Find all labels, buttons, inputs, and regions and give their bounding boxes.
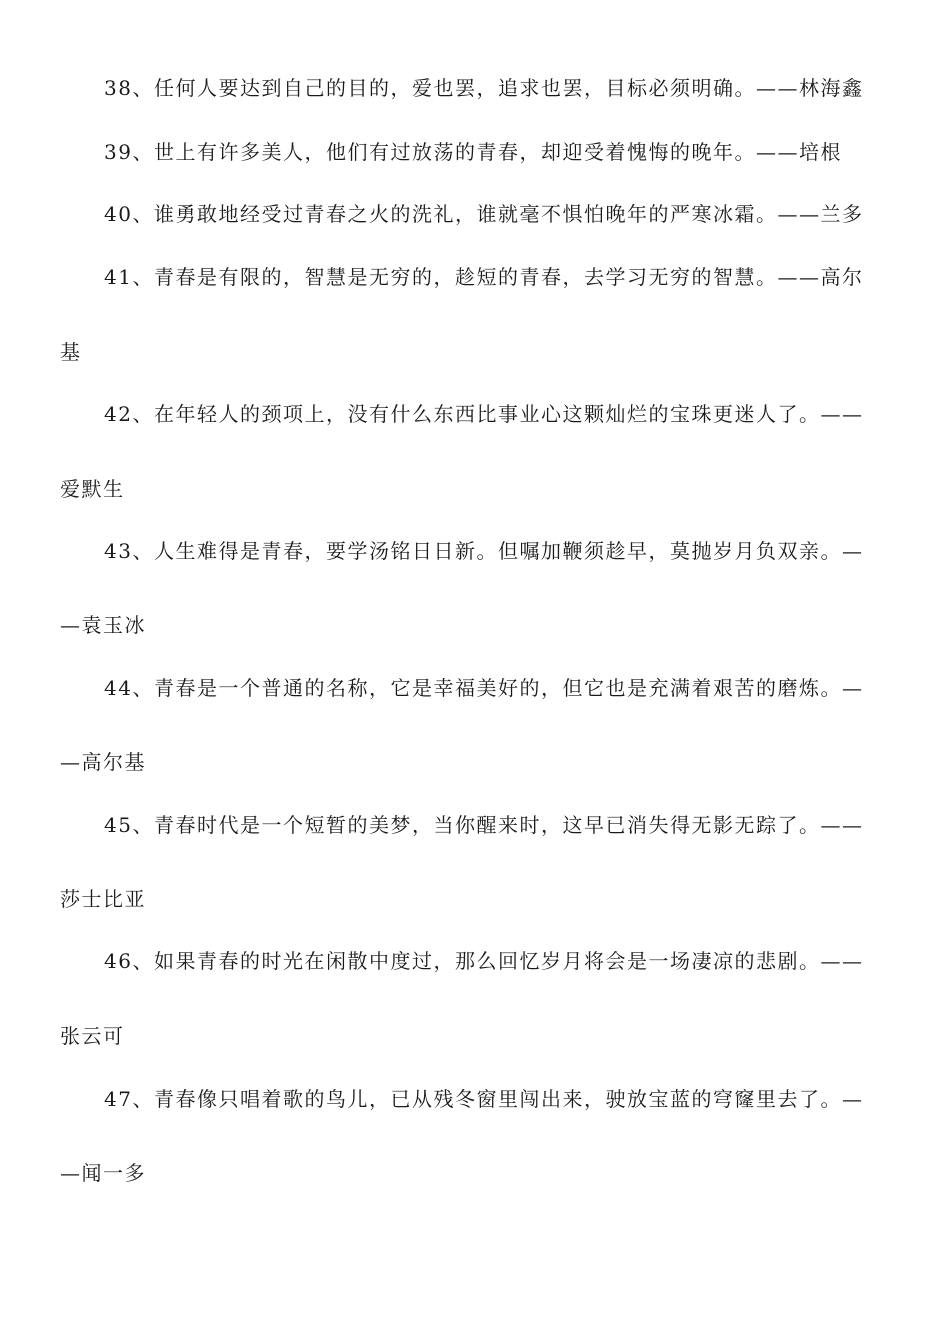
quote-41-continuation: 基 <box>60 340 82 364</box>
quote-38-line: 38、任何人要达到自己的目的，爱也罢，追求也罢，目标必须明确。——林海鑫 <box>104 76 864 100</box>
quote-45-line: 45、青春时代是一个短暂的美梦，当你醒来时，这早已消失得无影无踪了。—— <box>104 813 864 837</box>
quote-46-line: 46、如果青春的时光在闲散中度过，那么回忆岁月将会是一场凄凉的悲剧。—— <box>104 949 864 973</box>
quote-45-continuation: 莎士比亚 <box>60 887 146 911</box>
quote-42-line: 42、在年轻人的颈项上，没有什么东西比事业心这颗灿烂的宝珠更迷人了。—— <box>104 402 864 426</box>
quote-42-continuation: 爱默生 <box>60 477 125 501</box>
quote-43-line: 43、人生难得是青春，要学汤铭日日新。但嘱加鞭须趁早，莫抛岁月负双亲。— <box>104 539 864 563</box>
quote-46-continuation: 张云可 <box>60 1024 125 1048</box>
quote-41-line: 41、青春是有限的，智慧是无穷的，趁短的青春，去学习无穷的智慧。——高尔 <box>104 265 864 289</box>
quote-44-line: 44、青春是一个普通的名称，它是幸福美好的，但它也是充满着艰苦的磨炼。— <box>104 676 864 700</box>
quote-43-continuation: —袁玉冰 <box>60 613 146 637</box>
quote-40-line: 40、谁勇敢地经受过青春之火的洗礼，谁就毫不惧怕晚年的严寒冰霜。——兰多 <box>104 202 864 226</box>
quote-47-continuation: —闻一多 <box>60 1161 146 1185</box>
quote-47-line: 47、青春像只唱着歌的鸟儿，已从残冬窗里闯出来，驶放宝蓝的穹窿里去了。— <box>104 1087 864 1111</box>
quote-44-continuation: —高尔基 <box>60 750 146 774</box>
quote-39-line: 39、世上有许多美人，他们有过放荡的青春，却迎受着愧悔的晚年。——培根 <box>104 140 842 164</box>
